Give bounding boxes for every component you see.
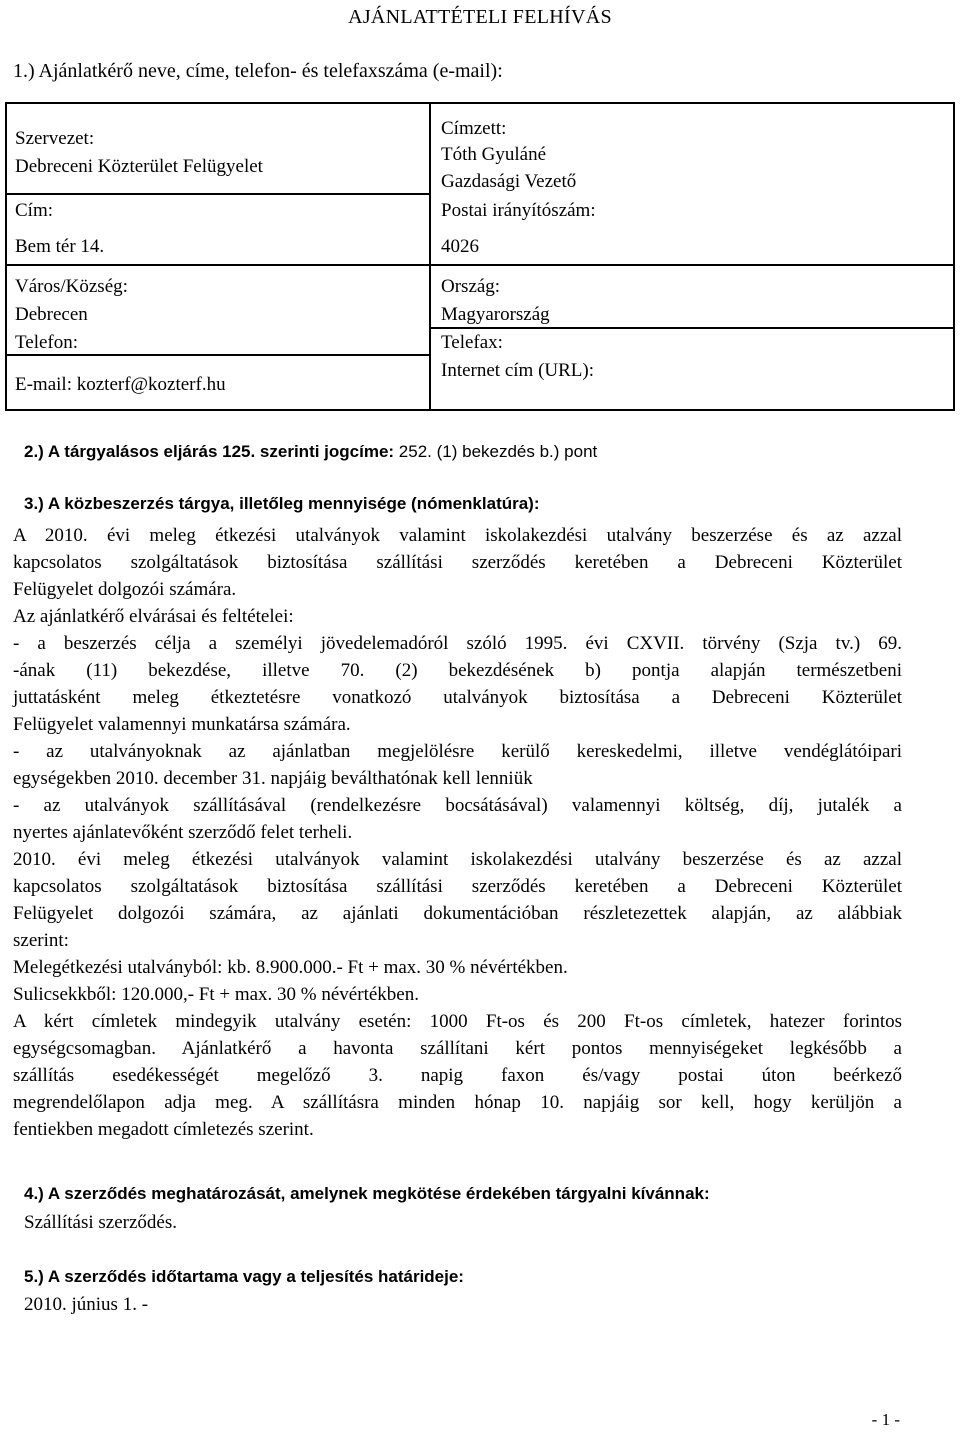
- body-line: megrendelőlapon adja meg. A szállításra minden hónap 10. napjáig sor kell, hogy kerüljön a: [13, 1092, 902, 1113]
- recipient-name: Tóth Gyuláné: [441, 144, 547, 165]
- section-5-heading: 5.) A szerződés időtartama vagy a teljesítés határideje:: [24, 1267, 464, 1286]
- address-label: Cím:: [15, 200, 54, 221]
- body-line: egységcsomagban. Ajánlatkérő a havonta szállítani kért pontos mennyiségeket legkésőbb a: [13, 1038, 902, 1059]
- contact-table-rule: [431, 327, 953, 329]
- contact-table-rule: [7, 354, 429, 356]
- body-line: Melegétkezési utalványból: kb. 8.900.000.- Ft + max. 30 % névértékben.: [13, 957, 568, 978]
- body-line: Felügyelet dolgozói számára, az ajánlati dokumentációban részletezettek alapján, az alábbiak: [13, 903, 902, 924]
- section-5-value: 2010. június 1. -: [24, 1294, 149, 1315]
- page-number: - 1 -: [871, 1410, 900, 1429]
- url-label: Internet cím (URL):: [441, 360, 595, 381]
- body-line: A kért címletek mindegyik utalvány esetén: 1000 Ft-os és 200 Ft-os címletek, hatezer forintos: [13, 1011, 902, 1032]
- body-line: -ának (11) bekezdése, illetve 70. (2) bekezdésének b) pontja alapján természetbeni: [13, 660, 902, 681]
- section-1-heading: 1.) Ajánlatkérő neve, címe, telefon- és telefaxszáma (e-mail):: [13, 60, 503, 82]
- section-3-body: [13, 522, 902, 1143]
- recipient-label: Címzett:: [441, 118, 507, 139]
- contact-table: [5, 102, 955, 411]
- contact-table-divider: [429, 104, 431, 409]
- contact-table-rule: [7, 193, 429, 195]
- body-line: - a beszerzés célja a személyi jövedelemadóról szóló 1995. évi CXVII. törvény (Szja tv.) 69.: [13, 633, 902, 654]
- body-line: Felügyelet valamennyi munkatársa számára.: [13, 714, 351, 735]
- body-line: - az utalványok szállításával (rendelkezésre bocsátásával) valamennyi költség, díj, jutalék a: [13, 795, 902, 816]
- section-4-heading: 4.) A szerződés meghatározását, amelynek megkötése érdekében tárgyalni kívánnak:: [24, 1184, 710, 1203]
- body-line: kapcsolatos szolgáltatások biztosítása szállítási szerződés keretében a Debreceni Közterület: [13, 876, 902, 897]
- org-label: Szervezet:: [15, 128, 95, 149]
- phone-label: Telefon:: [15, 332, 79, 353]
- body-line: 2010. évi meleg étkezési utalványok valamint iskolakezdési utalvány beszerzése és az azzal: [13, 849, 902, 870]
- country-value: Magyarország: [441, 304, 550, 325]
- body-line: Sulicsekkből: 120.000,- Ft + max. 30 % névértékben.: [13, 984, 419, 1005]
- document-title: AJÁNLATTÉTELI FELHÍVÁS: [348, 6, 612, 28]
- postal-value: 4026: [441, 236, 479, 257]
- city-label: Város/Község:: [15, 276, 128, 297]
- section-4-value: Szállítási szerződés.: [24, 1212, 178, 1233]
- body-line: A 2010. évi meleg étkezési utalványok valamint iskolakezdési utalvány beszerzése és az azzal: [13, 525, 902, 546]
- org-value: Debreceni Közterület Felügyelet: [15, 156, 263, 177]
- postal-label: Postai irányítószám:: [441, 200, 596, 221]
- body-line: egységekben 2010. december 31. napjáig beválthatónak kell lenniük: [13, 768, 533, 789]
- contact-table-rule: [431, 264, 953, 266]
- address-value: Bem tér 14.: [15, 236, 105, 257]
- body-line: nyertes ajánlatevőként szerződő felet terheli.: [13, 822, 353, 843]
- body-line: kapcsolatos szolgáltatások biztosítása szállítási szerződés keretében a Debreceni Közterület: [13, 552, 902, 573]
- section-2-value: 252. (1) bekezdés b.) pont: [394, 442, 598, 461]
- email-line: E-mail: kozterf@kozterf.hu: [15, 374, 226, 395]
- section-2: [24, 441, 597, 463]
- contact-table-rule: [7, 264, 429, 266]
- body-line: szállítás esedékességét megelőző 3. napig faxon és/vagy postai úton beérkező: [13, 1065, 902, 1086]
- section-2-heading: 2.) A tárgyalásos eljárás 125. szerinti jogcíme:: [24, 442, 395, 461]
- country-label: Ország:: [441, 276, 501, 297]
- body-line: Az ajánlatkérő elvárásai és feltételei:: [13, 606, 294, 627]
- section-3-heading: 3.) A közbeszerzés tárgya, illetőleg mennyisége (nómenklatúra):: [24, 494, 540, 513]
- recipient-role: Gazdasági Vezető: [441, 171, 577, 192]
- fax-label: Telefax:: [441, 332, 503, 353]
- body-line: fentiekben megadott címletezés szerint.: [13, 1119, 314, 1140]
- city-value: Debrecen: [15, 304, 88, 325]
- body-line: - az utalványoknak az ajánlatban megjelölésre kerülő kereskedelmi, illetve vendéglátóipari: [13, 741, 902, 762]
- body-line: szerint:: [13, 930, 69, 951]
- body-line: Felügyelet dolgozói számára.: [13, 579, 237, 600]
- body-line: juttatásként meleg étkeztetésre vonatkozó utalványok biztosítása a Debreceni Közterület: [13, 687, 902, 708]
